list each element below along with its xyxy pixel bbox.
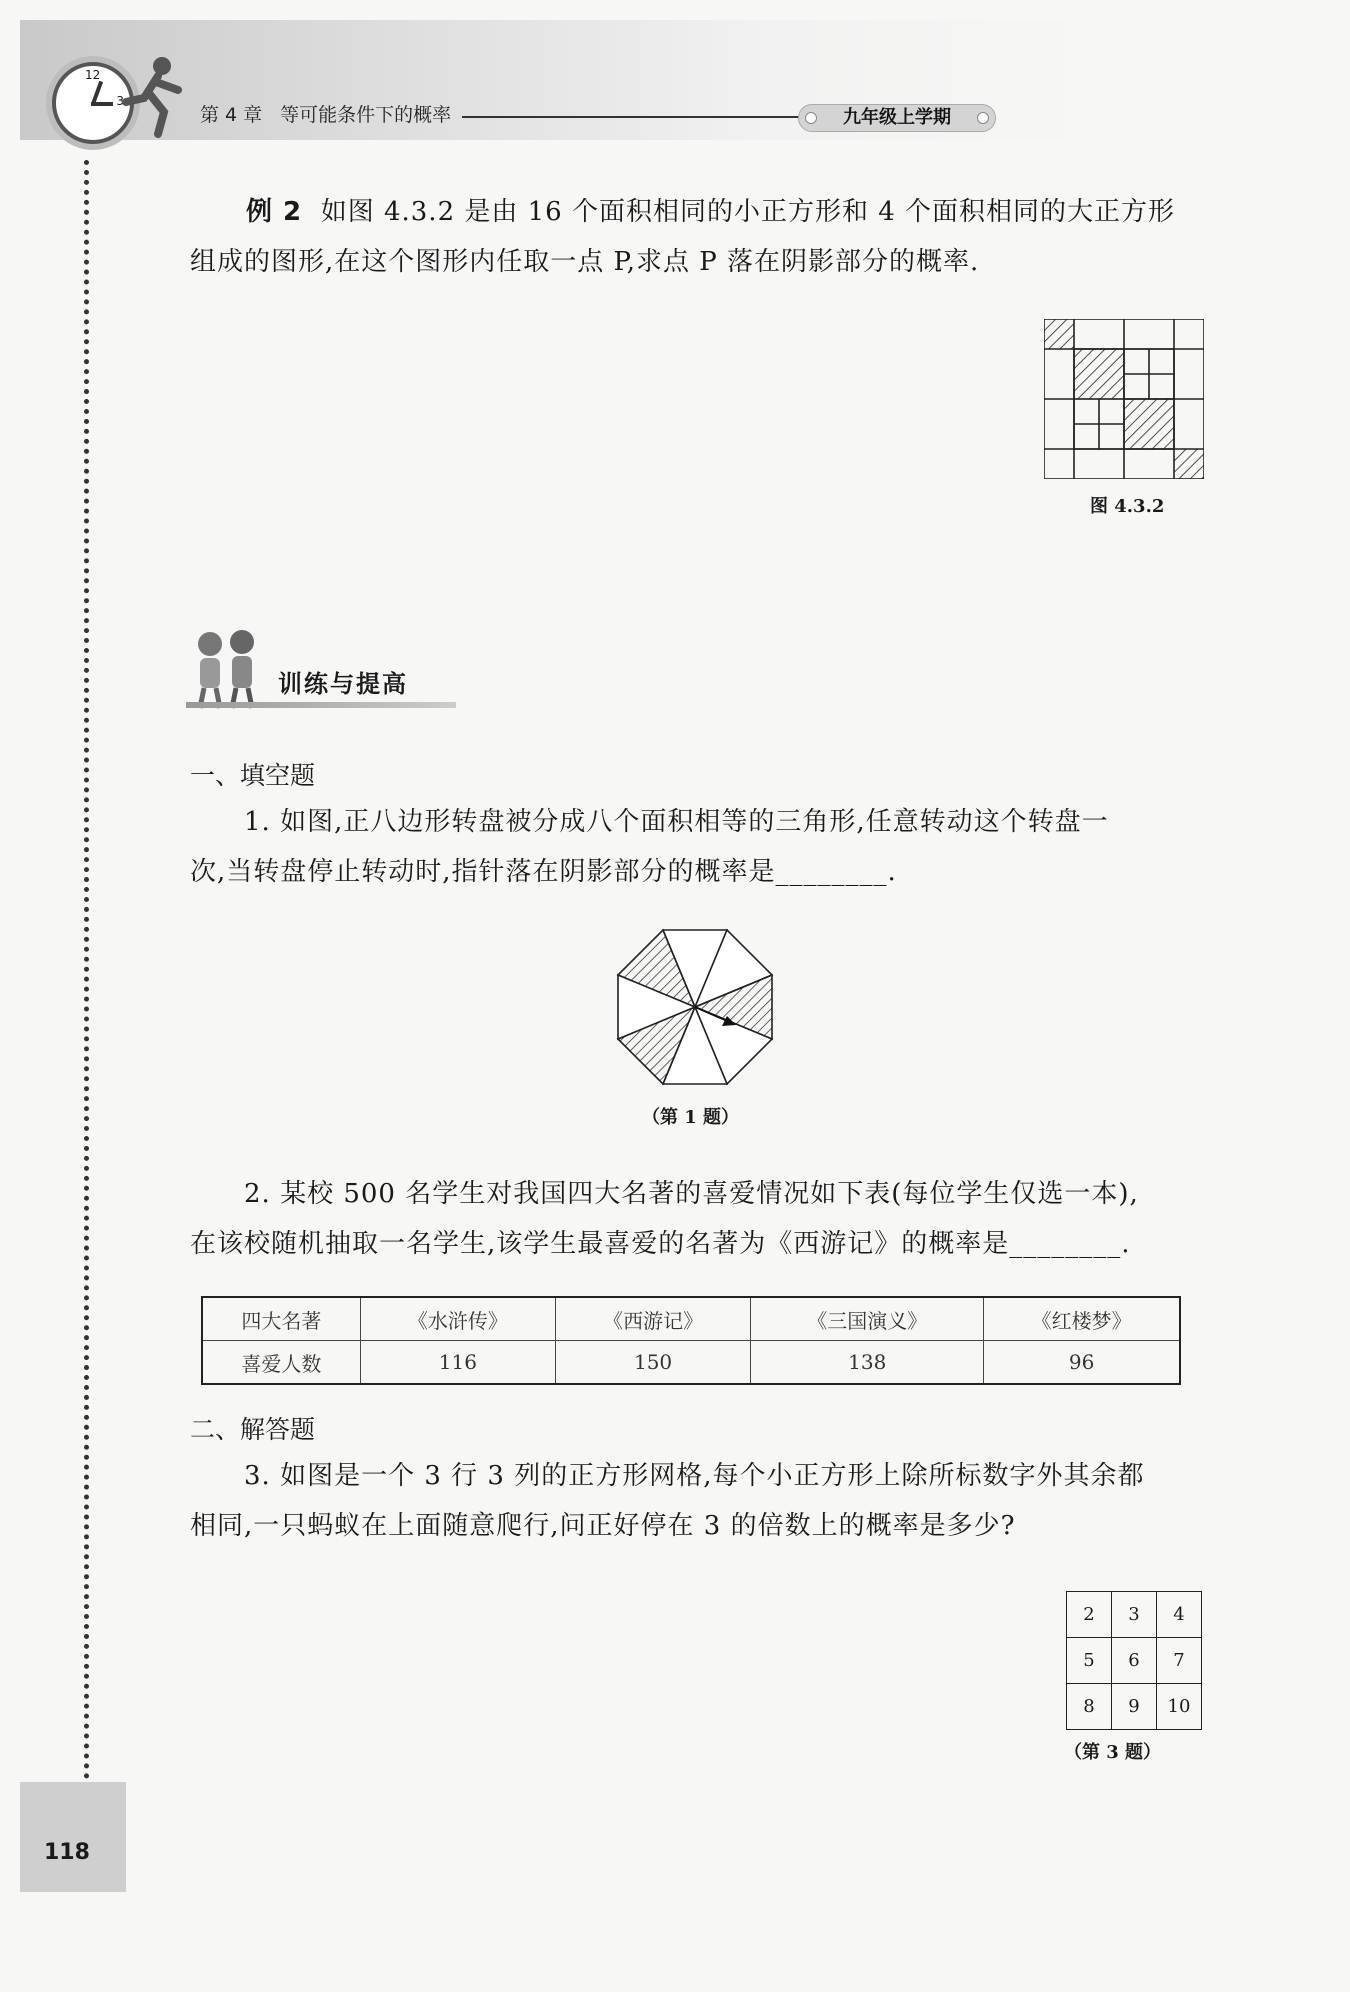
q1-line1: 1. 如图,正八边形转盘被分成八个面积相等的三角形,任意转动这个转盘一: [244, 807, 1109, 837]
table-header-row: [202, 1297, 1180, 1341]
table-row: [202, 1341, 1180, 1385]
table-cell: 138: [751, 1341, 984, 1385]
table-cell: 《水浒传》: [360, 1297, 555, 1341]
grid-cell: 3: [1112, 1592, 1157, 1638]
grid-cell: 10: [1157, 1684, 1202, 1730]
q1-caption: （第 1 题）: [642, 1107, 740, 1128]
q3-line1: 3. 如图是一个 3 行 3 列的正方形网格,每个小正方形上除所标数字外其余都: [244, 1461, 1145, 1491]
grid-row: [1067, 1684, 1202, 1730]
grid-cell: 8: [1067, 1684, 1112, 1730]
q2-line1: 2. 某校 500 名学生对我国四大名著的喜爱情况如下表(每位学生仅选一本),: [244, 1179, 1139, 1209]
grid-cell: 2: [1067, 1592, 1112, 1638]
chapter-title: [200, 100, 451, 127]
number-grid: [1066, 1591, 1202, 1730]
table-cell: 150: [555, 1341, 750, 1385]
training-underline: [186, 702, 456, 708]
chapter-name: 等可能条件下的概率: [280, 104, 452, 126]
clock-number-12: 12: [85, 68, 101, 82]
grade-badge: 九年级上学期: [798, 104, 996, 132]
table-cell: 喜爱人数: [202, 1341, 360, 1385]
example2-text1: 如图 4.3.2 是由 16 个面积相同的小正方形和 4 个面积相同的大正方形: [320, 197, 1176, 227]
section2-heading: 二、解答题: [190, 1415, 316, 1444]
grid-cell: 5: [1067, 1638, 1112, 1684]
grid-cell: 6: [1112, 1638, 1157, 1684]
page-number-box: [20, 1782, 126, 1892]
clock-number-3: 3: [116, 94, 124, 108]
table-cell: 96: [984, 1341, 1180, 1385]
octagon-spinner: [610, 922, 780, 1092]
page-number: 118: [44, 1840, 90, 1865]
grid-cell: 4: [1157, 1592, 1202, 1638]
section1-heading: 一、填空题: [190, 761, 316, 790]
figure-4-3-2: [1044, 319, 1204, 479]
runner-icon: [118, 52, 188, 138]
q3-caption: （第 3 题）: [1064, 1742, 1162, 1763]
table-cell: 《红楼梦》: [984, 1297, 1180, 1341]
example2-label: 例 2: [246, 197, 303, 227]
table-cell: 四大名著: [202, 1297, 360, 1341]
q3-line2: 相同,一只蚂蚁在上面随意爬行,问正好停在 3 的倍数上的概率是多少?: [190, 1511, 1016, 1541]
table-cell: 116: [360, 1341, 555, 1385]
table-cell: 《三国演义》: [751, 1297, 984, 1341]
dotted-margin-line: [84, 160, 89, 1780]
books-table: [201, 1296, 1181, 1385]
table-cell: 《西游记》: [555, 1297, 750, 1341]
training-title: 训练与提高: [278, 670, 408, 698]
q2-line2: 在该校随机抽取一名学生,该学生最喜爱的名著为《西游记》的概率是________.: [190, 1229, 1131, 1259]
grid-row: [1067, 1638, 1202, 1684]
figure-4-3-2-caption: 图 4.3.2: [1090, 496, 1165, 517]
q1-line2: 次,当转盘停止转动时,指针落在阴影部分的概率是________.: [190, 857, 897, 887]
grid-cell: 9: [1112, 1684, 1157, 1730]
grid-row: [1067, 1592, 1202, 1638]
example2-line1: [246, 186, 1175, 238]
grid-cell: 7: [1157, 1638, 1202, 1684]
chapter-number: 第 4 章: [200, 104, 263, 126]
example2-line2: 组成的图形,在这个图形内任取一点 P,求点 P 落在阴影部分的概率.: [190, 247, 980, 277]
header-rule: [462, 116, 800, 118]
